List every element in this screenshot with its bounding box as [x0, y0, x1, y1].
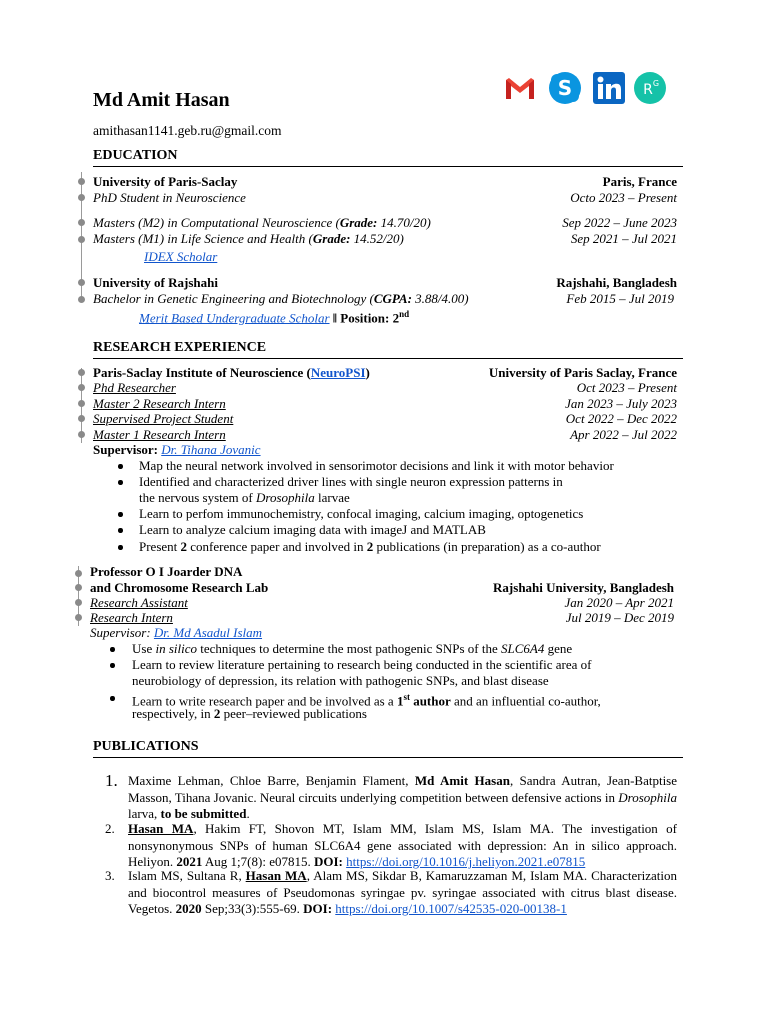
- publications-heading: PUBLICATIONS: [93, 739, 199, 754]
- role-dates: Jul 2019 – Dec 2019: [565, 610, 674, 625]
- bullet-dot: [118, 545, 123, 550]
- publication-item: [128, 773, 677, 823]
- degree-row: [93, 215, 677, 231]
- grade-value: 14.70/20): [377, 215, 431, 230]
- timeline-dot: [75, 570, 82, 577]
- bullet-text-part: Use: [132, 641, 156, 656]
- doi-link[interactable]: https://doi.org/10.1016/j.heliyon.2021.e07815: [346, 854, 586, 869]
- degree-title: [93, 231, 404, 247]
- bullet-text-part: gene: [544, 641, 573, 656]
- gmail-icon[interactable]: [503, 71, 537, 105]
- supervisor-row: [93, 442, 261, 458]
- gene-name: SLC6A4: [501, 641, 545, 656]
- bullet-dot: [118, 528, 123, 533]
- institute-location: University of Paris Saclay, France: [488, 365, 677, 380]
- timeline-dot: [75, 584, 82, 591]
- species-name: Drosophila: [618, 789, 677, 805]
- timeline-dot: [78, 431, 85, 438]
- research-entry-neuropsi: [93, 365, 677, 381]
- grade-label: Grade:: [339, 215, 378, 230]
- bullet-dot: [118, 512, 123, 517]
- degree-text: Masters (M2) in Computational Neuroscience (: [93, 215, 340, 230]
- bullet-dot: [110, 663, 115, 668]
- pub-text: .: [246, 806, 250, 821]
- svg-text:G: G: [652, 79, 660, 88]
- role-title: Research Assistant: [90, 595, 188, 610]
- doi-label: DOI:: [303, 901, 333, 916]
- pub-text: Sep;33(3):555-69.: [201, 901, 304, 916]
- bullet-text-part: respectively, in: [132, 706, 214, 721]
- school-location: Rajshahi, Bangladesh: [556, 275, 677, 290]
- timeline-dot: [75, 599, 82, 606]
- email-address[interactable]: amithasan1141.geb.ru@gmail.com: [93, 123, 282, 138]
- role-row: [90, 595, 674, 611]
- role-dates: Jan 2020 – Apr 2021: [564, 595, 674, 610]
- bullet-text: [139, 539, 601, 555]
- bullet-text-part: the nervous system of: [139, 490, 256, 505]
- author-rank: 1: [396, 693, 404, 709]
- timeline-dot: [75, 614, 82, 621]
- bullet-text-part: and an influential co-author,: [450, 693, 601, 709]
- idex-scholar-link[interactable]: IDEX Scholar: [144, 249, 218, 264]
- degree-row: [93, 190, 677, 206]
- merit-scholar-link[interactable]: Merit Based Undergraduate Scholar: [139, 310, 330, 326]
- pub-author-highlight: Hasan MA: [245, 868, 307, 883]
- bullet-text: Learn to perfom immunochemistry, confocal imaging, calcium imaging, optogenetics: [139, 506, 584, 521]
- role-dates: Apr 2022 – Jul 2022: [570, 427, 677, 442]
- education-entry-rajshahi: [93, 275, 677, 291]
- lab-location: Rajshahi University, Bangladesh: [493, 580, 674, 595]
- pub-text: larva,: [128, 806, 161, 821]
- role-dates: Oct 2023 – Present: [576, 380, 677, 395]
- count: 2: [180, 539, 188, 554]
- cgpa-value: 3.88/4.00): [411, 291, 469, 306]
- bullet-text: Learn to analyze calcium imaging data with imageJ and MATLAB: [139, 522, 486, 537]
- role-row: [93, 411, 677, 427]
- timeline-dot: [78, 236, 85, 243]
- degree-title: [93, 215, 431, 231]
- scholar-row: [139, 309, 409, 326]
- pub-status: to be submitted: [160, 806, 247, 821]
- bullet-dot: [110, 647, 115, 652]
- author-label: author: [409, 693, 451, 709]
- institute-suffix: ): [365, 365, 370, 380]
- doi-link[interactable]: https://doi.org/10.1007/s42535-020-00138-1: [335, 901, 567, 916]
- bullet-text-continued: [139, 490, 350, 506]
- svg-text:R: R: [643, 82, 653, 98]
- degree-title: PhD Student in Neuroscience: [93, 190, 246, 205]
- degree-text: Bachelor in Genetic Engineering and Biotechnology (: [93, 291, 374, 306]
- role-row: [93, 380, 677, 396]
- research-heading: RESEARCH EXPERIENCE: [93, 340, 267, 355]
- timeline-dot: [78, 279, 85, 286]
- bullet-text: [132, 641, 572, 657]
- neuropsi-link[interactable]: NeuroPSI: [310, 365, 366, 380]
- section-divider: [93, 757, 683, 758]
- supervisor-label: Supervisor:: [93, 442, 158, 457]
- school-name: University of Rajshahi: [93, 275, 218, 290]
- timeline-dot: [78, 415, 85, 422]
- supervisor-label: Supervisor:: [90, 625, 151, 640]
- lab-name-line2: and Chromosome Research Lab: [90, 580, 269, 595]
- bullet-dot: [118, 464, 123, 469]
- bullet-text-part: larvae: [314, 490, 350, 505]
- separator: ǁ: [329, 310, 341, 326]
- pub-year: 2021: [176, 854, 203, 869]
- researchgate-icon[interactable]: [633, 71, 667, 105]
- pub-author-highlight: Hasan MA: [128, 821, 194, 836]
- bullet-text-continued: [132, 706, 367, 722]
- position-sup: nd: [399, 309, 410, 319]
- publication-item: [128, 821, 677, 871]
- research-entry-joarder: [90, 580, 674, 596]
- count: 2: [366, 539, 374, 554]
- school-location: Paris, France: [602, 174, 677, 189]
- svg-text:S: S: [557, 76, 573, 100]
- publication-number: 3.: [105, 868, 115, 883]
- degree-dates: Sep 2021 – Jul 2021: [570, 231, 677, 246]
- degree-text: Masters (M1) in Life Science and Health (: [93, 231, 313, 246]
- bullet-dot: [110, 696, 115, 701]
- degree-row: [93, 291, 677, 307]
- bullet-dot: [118, 480, 123, 485]
- supervisor-link[interactable]: Dr. Tihana Jovanic: [161, 442, 261, 457]
- pub-text: Islam MS, Sultana R,: [128, 868, 246, 883]
- timeline-dot: [78, 219, 85, 226]
- bullet-text-part: techniques to determine the most pathogenic SNPs of the: [197, 641, 501, 656]
- position-label: Position: 2: [340, 310, 400, 326]
- role-title: Phd Researcher: [93, 380, 176, 395]
- timeline-dot: [78, 296, 85, 303]
- lab-name-line1: Professor O I Joarder DNA: [90, 564, 243, 579]
- pub-text: , Sandra Autran, Jean-Batptise Masson, Tihana Jovanic. Neural circuits underlying competition between defensive actions in: [128, 773, 678, 805]
- pub-author-highlight: Md Amit Hasan: [414, 773, 510, 788]
- supervisor-row: [90, 625, 262, 641]
- role-row: [93, 427, 677, 443]
- pub-text: Maxime Lehman, Chloe Barre, Benjamin Flament,: [128, 773, 415, 788]
- count: 2: [213, 706, 221, 721]
- pub-text: , Hakim FT, Shovon MT, Islam MM, Islam MS, Islam MA. The investigation of nonsynonymous SNPs of human SLC6A4 gene associated with depression: An in silico approach. Heliyon.: [128, 821, 677, 869]
- section-divider: [93, 358, 683, 359]
- timeline-dot: [78, 369, 85, 376]
- bullet-text-continued: neurobiology of depression, its relation with pathogenic SNPs, and blast disease: [132, 673, 549, 688]
- publication-item: [128, 868, 677, 918]
- institute-name: Paris-Saclay Institute of Neuroscience (: [93, 365, 311, 380]
- role-title: Research Intern: [90, 610, 173, 625]
- section-divider: [93, 166, 683, 167]
- school-name: University of Paris-Saclay: [93, 174, 238, 189]
- publication-number: 1.: [105, 771, 118, 790]
- role-title: Master 2 Research Intern: [93, 396, 226, 411]
- pub-text: , Alam MS, Sikdar B, Kamaruzzaman M, Islam MA. Characterization and biocontrol measures of Pseudomonas syringae pv. syringae associated with citrus blast disease. Vegetos.: [128, 868, 677, 916]
- candidate-name: Md Amit Hasan: [93, 89, 230, 111]
- bullet-text: Learn to review literature pertaining to research being conducted in the scientific area of: [132, 657, 592, 672]
- role-dates: Jan 2023 – July 2023: [565, 396, 677, 411]
- bullet-text: Map the neural network involved in sensorimotor decisions and link it with motor behavior: [139, 458, 614, 473]
- bullet-text-part: Present: [139, 539, 181, 554]
- degree-dates: Feb 2015 – Jul 2019: [566, 291, 674, 306]
- degree-dates: Sep 2022 – June 2023: [562, 215, 677, 230]
- degree-row: [93, 231, 677, 247]
- role-title: Supervised Project Student: [93, 411, 234, 426]
- cgpa-label: CGPA:: [373, 291, 412, 306]
- bullet-text-part: publications (in preparation) as a co-author: [373, 539, 601, 554]
- doi-label: DOI:: [313, 854, 343, 869]
- role-dates: Oct 2022 – Dec 2022: [565, 411, 677, 426]
- bullet-text-part: Learn to write research paper and be involved as a: [132, 693, 397, 709]
- role-title: Master 1 Research Intern: [93, 427, 226, 442]
- bullet-text-part: in silico: [155, 641, 197, 656]
- publication-number: 2.: [105, 821, 115, 836]
- species-name: Drosophila: [255, 490, 315, 505]
- timeline-dot: [78, 194, 85, 201]
- degree-dates: Octo 2023 – Present: [570, 190, 677, 205]
- bullet-text-part: conference paper and involved in: [187, 539, 367, 554]
- role-row: [90, 610, 674, 626]
- timeline-dot: [78, 384, 85, 391]
- education-entry-paris: [93, 174, 677, 190]
- timeline-dot: [78, 178, 85, 185]
- pub-text: Aug 1;7(8): e07815.: [202, 854, 314, 869]
- author-rank-sup: st: [403, 692, 410, 702]
- timeline-dot: [78, 400, 85, 407]
- bullet-text: Identified and characterized driver lines with single neuron expression patterns in: [139, 474, 563, 489]
- education-heading: EDUCATION: [93, 148, 178, 163]
- supervisor-link[interactable]: Dr. Md Asadul Islam: [153, 625, 263, 640]
- linkedin-icon[interactable]: [592, 71, 626, 105]
- grade-value: 14.52/20): [350, 231, 404, 246]
- grade-label: Grade:: [312, 231, 351, 246]
- pub-year: 2020: [175, 901, 202, 916]
- skype-icon[interactable]: [548, 71, 582, 105]
- role-row: [93, 396, 677, 412]
- bullet-text-part: peer–reviewed publications: [220, 706, 367, 721]
